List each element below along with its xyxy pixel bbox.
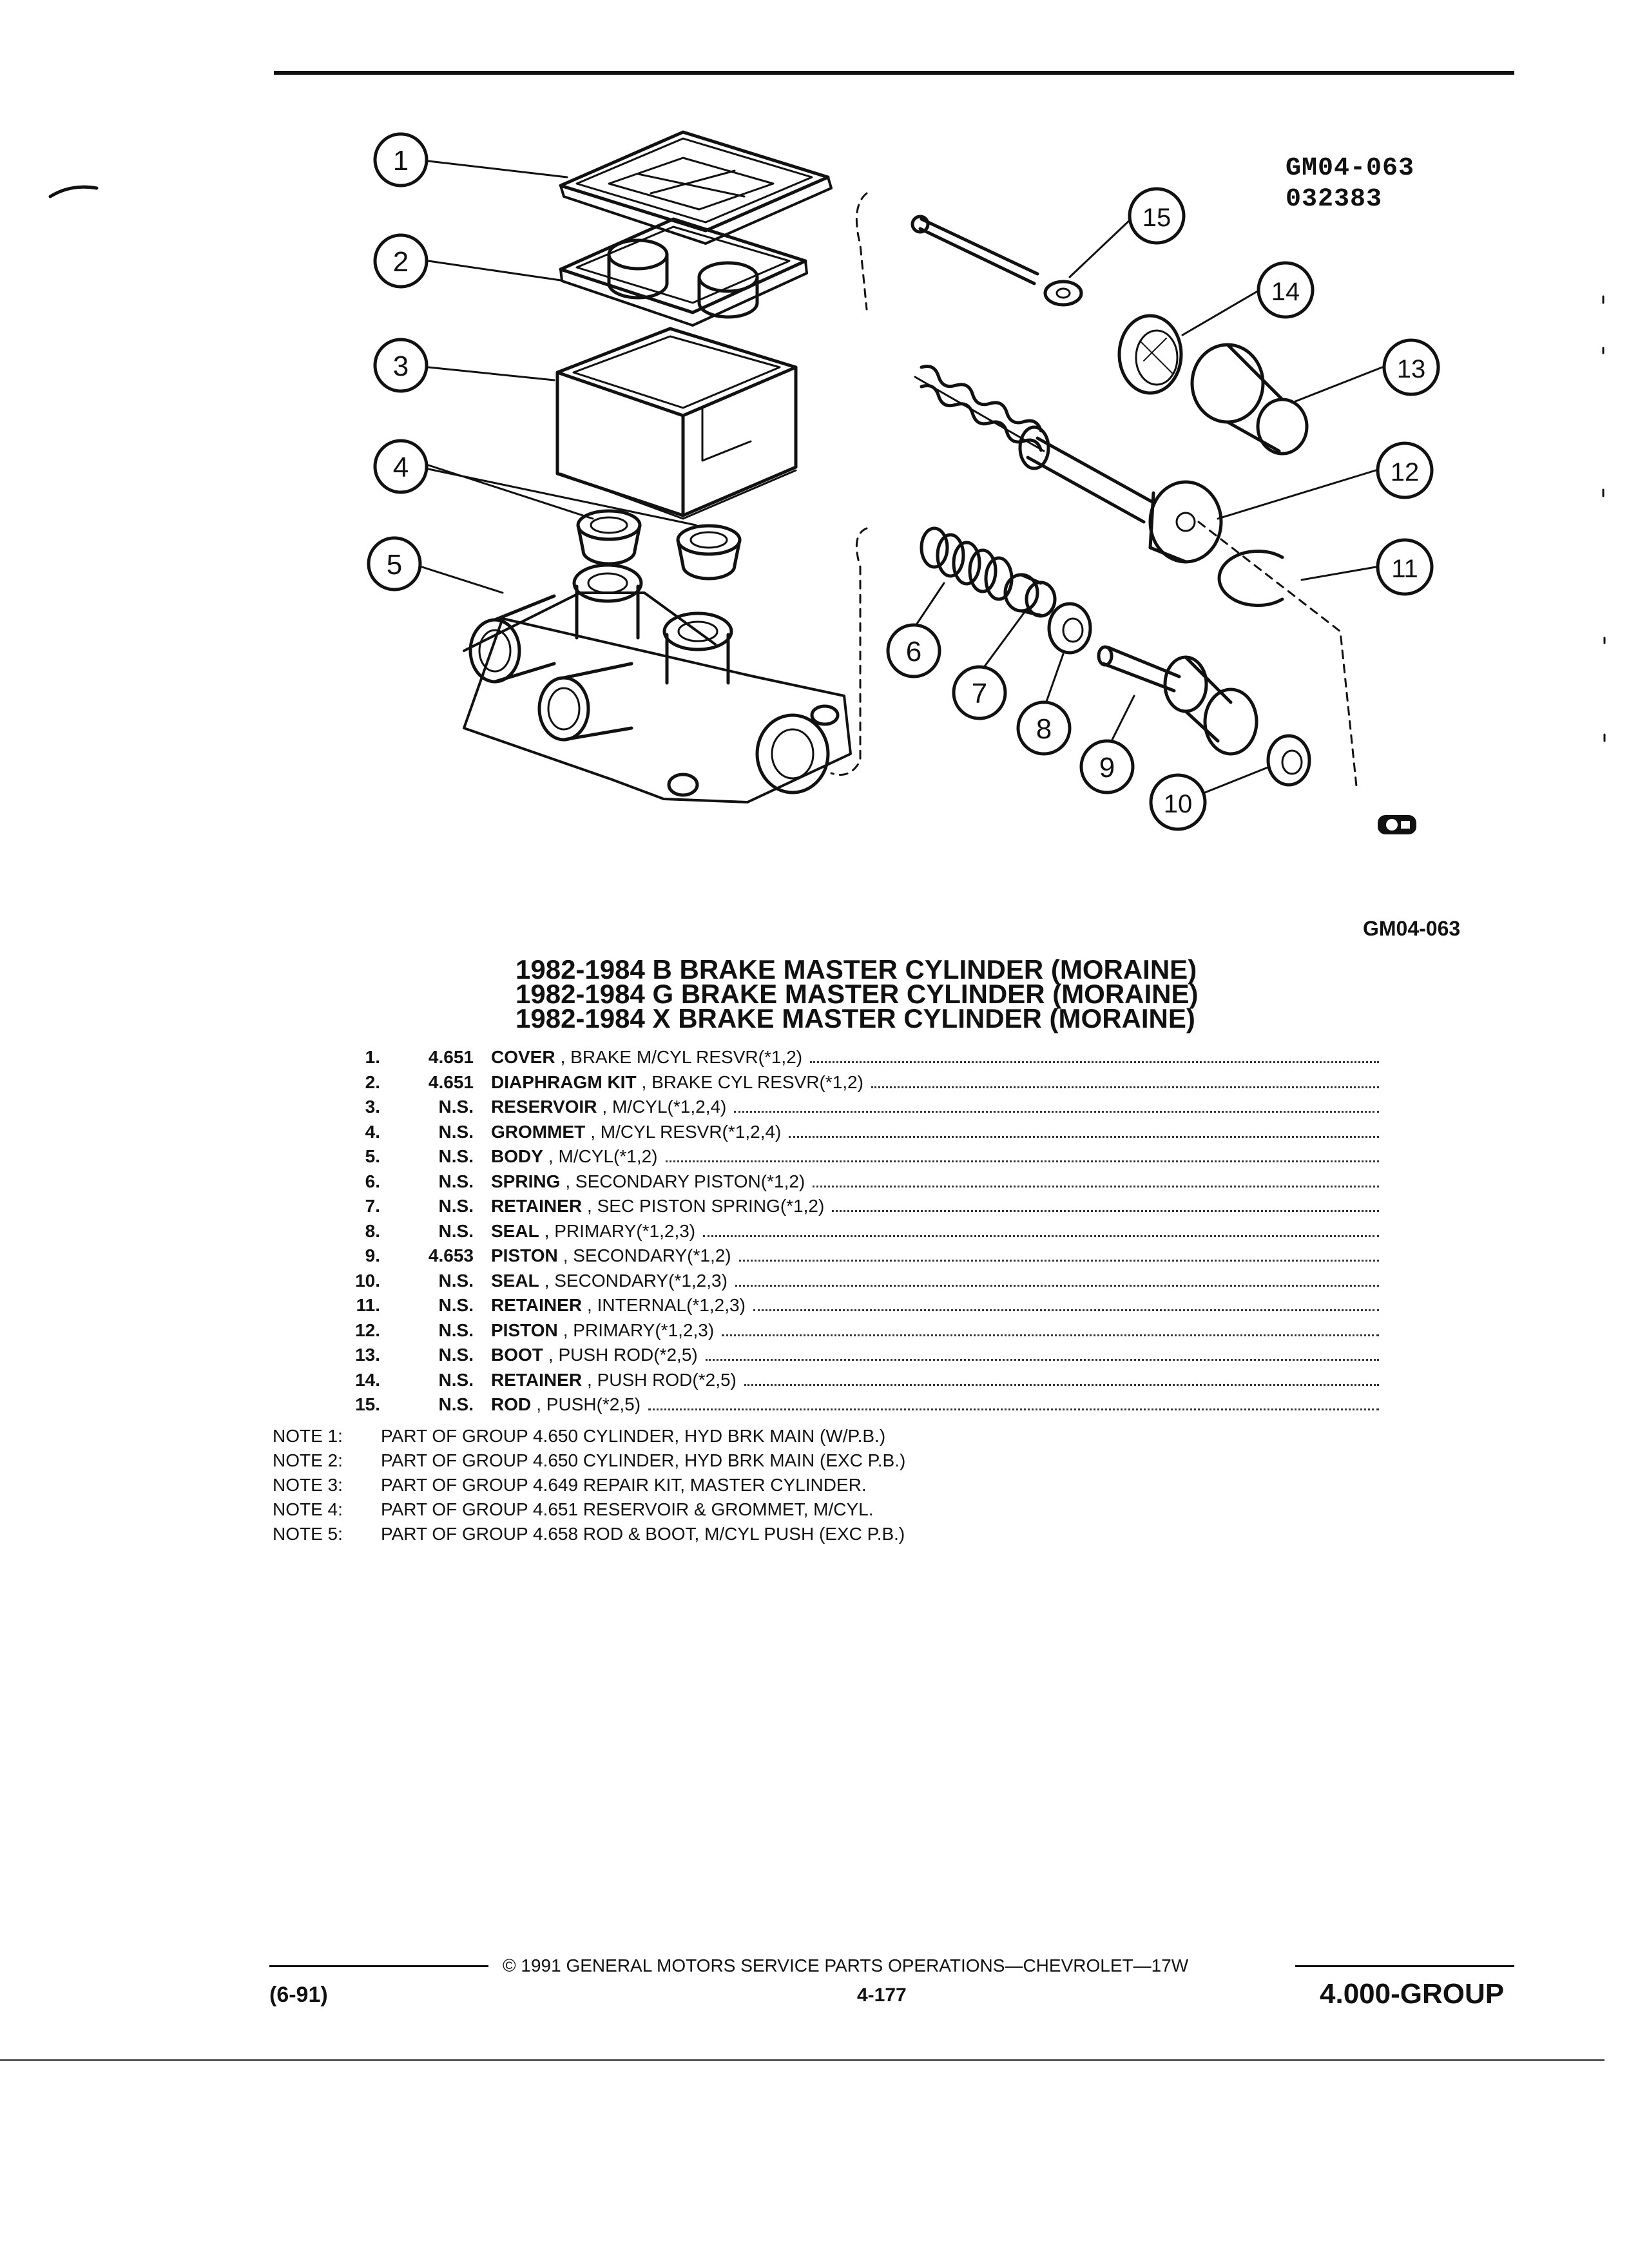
part-name: ROD bbox=[491, 1394, 532, 1414]
part-description: , SECONDARY(*1,2) bbox=[563, 1245, 731, 1265]
part-name: COVER bbox=[491, 1047, 555, 1067]
secondary-piston-part bbox=[1099, 647, 1257, 754]
dot-leader bbox=[666, 1146, 1379, 1162]
note-line bbox=[273, 1497, 905, 1522]
part-name: RETAINER bbox=[491, 1196, 583, 1216]
dot-leader bbox=[813, 1171, 1379, 1187]
reservoir-part bbox=[557, 329, 796, 519]
callout-label: 7 bbox=[971, 678, 988, 709]
parts-row bbox=[322, 1171, 1379, 1196]
item-number: 8. bbox=[365, 1220, 380, 1241]
group-number: N.S. bbox=[438, 1121, 474, 1142]
note-text: PART OF GROUP 4.651 RESERVOIR & GROMMET, M/CYL. bbox=[381, 1499, 874, 1519]
primary-piston-part bbox=[915, 363, 1221, 562]
callout-3 bbox=[375, 340, 427, 391]
footer-rule-right bbox=[1295, 1965, 1514, 1967]
page-title: 1982-1984 X BRAKE MASTER CYLINDER (MORAINE) bbox=[516, 1003, 1195, 1033]
note-line bbox=[273, 1522, 905, 1546]
dot-leader bbox=[734, 1097, 1379, 1113]
copyright-notice: © 1991 GENERAL MOTORS SERVICE PARTS OPERATIONS—CHEVROLET—17W bbox=[503, 1956, 1189, 1975]
callout-label: 4 bbox=[392, 452, 409, 483]
parts-row bbox=[322, 1370, 1379, 1395]
item-number: 1. bbox=[365, 1047, 380, 1067]
footer-rule-left bbox=[269, 1965, 488, 1967]
part-description: , PRIMARY(*1,2,3) bbox=[544, 1220, 696, 1241]
part-name: PISTON bbox=[491, 1320, 558, 1340]
callout-1 bbox=[375, 134, 427, 186]
part-description: , BRAKE CYL RESVR(*1,2) bbox=[641, 1072, 863, 1092]
dot-leader bbox=[648, 1394, 1379, 1410]
item-number: 9. bbox=[365, 1245, 380, 1265]
note-text: PART OF GROUP 4.650 CYLINDER, HYD BRK MAIN (W/P.B.) bbox=[381, 1426, 886, 1446]
item-number: 3. bbox=[365, 1097, 380, 1117]
item-number: 13. bbox=[355, 1345, 380, 1365]
callout-label: 15 bbox=[1142, 204, 1171, 232]
group-number: N.S. bbox=[438, 1171, 474, 1191]
group-number: N.S. bbox=[438, 1196, 474, 1216]
callout-2 bbox=[375, 235, 427, 287]
dot-leader bbox=[832, 1196, 1379, 1212]
parts-row bbox=[322, 1245, 1379, 1271]
callout-label: 2 bbox=[392, 246, 409, 278]
callout-11 bbox=[1378, 540, 1432, 594]
group-number: N.S. bbox=[438, 1320, 474, 1340]
group-number: N.S. bbox=[438, 1369, 474, 1390]
parts-row bbox=[322, 1146, 1379, 1171]
note-text: PART OF GROUP 4.650 CYLINDER, HYD BRK MAIN (EXC P.B.) bbox=[381, 1450, 906, 1470]
callout-label: 10 bbox=[1163, 790, 1193, 818]
note-label: NOTE 5: bbox=[273, 1524, 343, 1544]
note-label: NOTE 3: bbox=[273, 1475, 343, 1495]
callout-5 bbox=[369, 538, 420, 590]
primary-seal-part bbox=[1049, 604, 1090, 653]
group-number: N.S. bbox=[438, 1295, 474, 1315]
callout-15 bbox=[1130, 189, 1184, 243]
dot-leader bbox=[703, 1221, 1379, 1237]
parts-list bbox=[322, 1047, 1379, 1419]
page-title: 1982-1984 G BRAKE MASTER CYLINDER (MORAINE) bbox=[516, 979, 1199, 1009]
parts-row bbox=[322, 1271, 1379, 1296]
item-number: 15. bbox=[355, 1394, 380, 1414]
part-name: RETAINER bbox=[491, 1295, 583, 1315]
callout-label: 11 bbox=[1391, 555, 1418, 583]
page-number: 4-177 bbox=[857, 1984, 907, 2006]
parts-row bbox=[322, 1072, 1379, 1097]
part-description: , M/CYL(*1,2) bbox=[548, 1146, 658, 1166]
dot-leader bbox=[735, 1271, 1379, 1287]
parts-row bbox=[322, 1320, 1379, 1345]
callout-8 bbox=[1018, 702, 1070, 754]
item-number: 5. bbox=[365, 1146, 380, 1166]
part-description: , M/CYL(*1,2,4) bbox=[602, 1097, 727, 1117]
dot-leader bbox=[810, 1047, 1379, 1063]
callout-label: 13 bbox=[1396, 355, 1426, 383]
dot-leader bbox=[789, 1122, 1379, 1138]
item-number: 2. bbox=[365, 1072, 380, 1092]
note-line bbox=[273, 1448, 905, 1473]
parts-row bbox=[322, 1345, 1379, 1370]
callout-label: 12 bbox=[1390, 458, 1420, 486]
part-name: SEAL bbox=[491, 1270, 539, 1291]
item-number: 7. bbox=[365, 1196, 380, 1216]
group-number: N.S. bbox=[438, 1220, 474, 1241]
parts-row bbox=[322, 1196, 1379, 1221]
callout-label: 5 bbox=[386, 549, 403, 581]
page-titles bbox=[516, 954, 1199, 1033]
dot-leader bbox=[706, 1345, 1379, 1361]
diagram-date-code: 032383 bbox=[1286, 185, 1383, 214]
part-description: , SEC PISTON SPRING(*1,2) bbox=[587, 1196, 825, 1216]
secondary-seal-part bbox=[1268, 736, 1309, 785]
boot-part bbox=[1192, 345, 1307, 454]
part-description: , BRAKE M/CYL RESVR(*1,2) bbox=[560, 1047, 803, 1067]
part-name: SPRING bbox=[491, 1171, 561, 1191]
dot-leader bbox=[871, 1072, 1379, 1088]
part-description: , PUSH ROD(*2,5) bbox=[587, 1369, 737, 1390]
item-number: 6. bbox=[365, 1171, 380, 1191]
part-description: , INTERNAL(*1,2,3) bbox=[587, 1295, 746, 1315]
callout-9 bbox=[1081, 741, 1133, 793]
group-code: 4.000-GROUP bbox=[1320, 1978, 1505, 2010]
callout-label: 9 bbox=[1099, 752, 1115, 783]
callout-14 bbox=[1258, 263, 1313, 317]
note-label: NOTE 2: bbox=[273, 1450, 343, 1470]
grommet-part bbox=[578, 511, 740, 579]
callout-7 bbox=[954, 667, 1005, 718]
part-name: RETAINER bbox=[491, 1369, 583, 1390]
push-rod-part bbox=[912, 216, 1081, 305]
part-name: BODY bbox=[491, 1146, 543, 1166]
cylinder-body-part bbox=[464, 565, 851, 802]
note-label: NOTE 4: bbox=[273, 1499, 343, 1519]
item-number: 4. bbox=[365, 1121, 380, 1142]
group-number: N.S. bbox=[438, 1345, 474, 1365]
part-description: , PRIMARY(*1,2,3) bbox=[563, 1320, 715, 1340]
group-number: 4.651 bbox=[428, 1072, 474, 1092]
dot-leader bbox=[753, 1295, 1379, 1311]
part-description: , PUSH ROD(*2,5) bbox=[548, 1345, 698, 1365]
callout-label: 6 bbox=[905, 636, 922, 668]
notes-section bbox=[273, 1424, 905, 1546]
callout-label: 8 bbox=[1036, 713, 1052, 745]
binder-mark bbox=[50, 187, 97, 197]
item-number: 10. bbox=[355, 1270, 380, 1291]
part-name: RESERVOIR bbox=[491, 1097, 597, 1117]
item-number: 11. bbox=[356, 1295, 380, 1315]
part-description: , M/CYL RESVR(*1,2,4) bbox=[590, 1121, 782, 1142]
callout-12 bbox=[1378, 443, 1432, 497]
diagram-code: GM04-063 bbox=[1286, 154, 1415, 183]
note-text: PART OF GROUP 4.658 ROD & BOOT, M/CYL PUSH (EXC P.B.) bbox=[381, 1524, 905, 1544]
parts-row bbox=[322, 1097, 1379, 1122]
bottom-rule bbox=[0, 2059, 1605, 2061]
parts-row bbox=[322, 1047, 1379, 1072]
parts-row bbox=[322, 1122, 1379, 1147]
callout-label: 14 bbox=[1271, 278, 1300, 306]
parts-row bbox=[322, 1295, 1379, 1320]
dot-leader bbox=[722, 1320, 1379, 1336]
secondary-spring-part bbox=[921, 528, 1012, 599]
edge-marks bbox=[1603, 296, 1605, 741]
part-name: SEAL bbox=[491, 1220, 539, 1241]
part-description: , PUSH(*2,5) bbox=[536, 1394, 641, 1414]
note-label: NOTE 1: bbox=[273, 1426, 343, 1446]
group-number: 4.651 bbox=[428, 1047, 474, 1067]
callout-label: 3 bbox=[392, 351, 409, 382]
group-number: N.S. bbox=[438, 1097, 474, 1117]
part-name: BOOT bbox=[491, 1345, 543, 1365]
callout-10 bbox=[1151, 775, 1205, 829]
dot-leader bbox=[744, 1370, 1379, 1386]
note-line bbox=[273, 1473, 905, 1497]
exploded-parts-diagram bbox=[0, 0, 1629, 889]
part-description: , SECONDARY(*1,2,3) bbox=[544, 1270, 728, 1291]
part-description: , SECONDARY PISTON(*1,2) bbox=[565, 1171, 805, 1191]
parts-row bbox=[322, 1221, 1379, 1246]
group-number: N.S. bbox=[438, 1146, 474, 1166]
part-name: PISTON bbox=[491, 1245, 558, 1265]
item-number: 12. bbox=[355, 1320, 380, 1340]
item-number: 14. bbox=[355, 1369, 380, 1390]
diagram-code-block bbox=[1286, 153, 1414, 215]
part-name: DIAPHRAGM KIT bbox=[491, 1072, 637, 1092]
group-number: N.S. bbox=[438, 1394, 474, 1414]
note-text: PART OF GROUP 4.649 REPAIR KIT, MASTER CYLINDER. bbox=[381, 1475, 867, 1495]
revision-date: (6-91) bbox=[269, 1983, 328, 2007]
note-line bbox=[273, 1424, 905, 1448]
group-number: 4.653 bbox=[428, 1245, 474, 1265]
parts-row bbox=[322, 1394, 1379, 1419]
callout-label: 1 bbox=[392, 145, 409, 177]
gm-logo-icon bbox=[1378, 815, 1416, 834]
page-title: 1982-1984 B BRAKE MASTER CYLINDER (MORAINE) bbox=[516, 954, 1197, 985]
group-number: N.S. bbox=[438, 1270, 474, 1291]
callout-6 bbox=[888, 625, 940, 677]
dot-leader bbox=[739, 1245, 1379, 1262]
push-rod-retainer-part bbox=[1119, 316, 1181, 393]
callout-4 bbox=[375, 441, 427, 492]
callout-13 bbox=[1384, 340, 1438, 394]
part-name: GROMMET bbox=[491, 1121, 586, 1142]
diagram-reference: GM04-063 bbox=[1363, 917, 1461, 940]
